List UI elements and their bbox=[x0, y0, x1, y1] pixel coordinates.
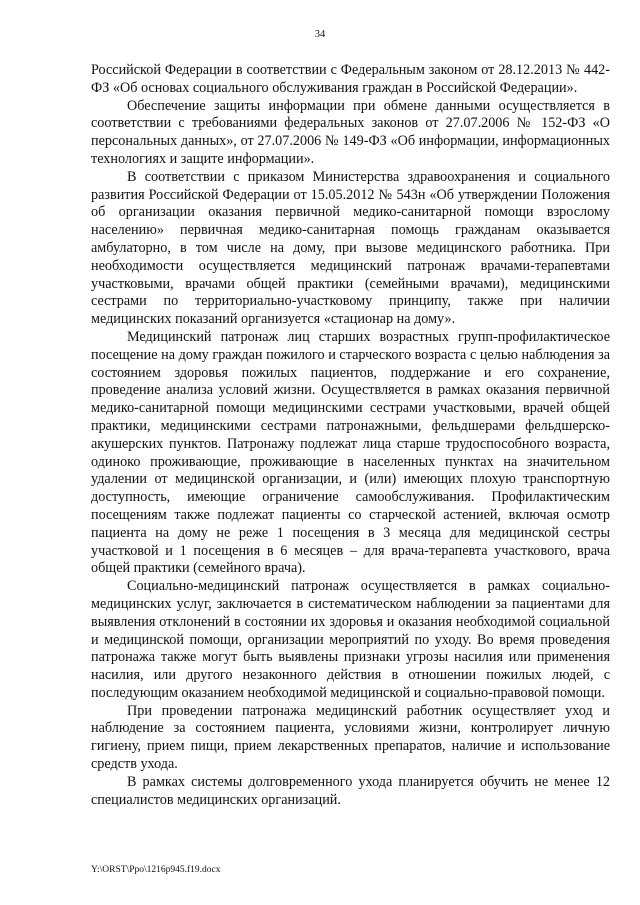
page-number: 34 bbox=[314, 29, 326, 40]
paragraph-data-protection: Обеспечение защиты информации при обмене данными осуществляется в соответствии с требованиями федеральных законов от 27.07.2006 № 152-ФЗ «О персональных данных», от 27.07.2006 № 149-ФЗ «Об информации, информационных технологиях и защите информации». bbox=[91, 97, 610, 167]
paragraph-continuation: Российской Федерации в соответствии с Федеральным законом от 28.12.2013 № 442-ФЗ «Об основах социального обслуживания граждан в Российской Федерации». bbox=[91, 62, 610, 96]
paragraph-long-term-care-training: В рамках системы долговременного ухода планируется обучить не менее 12 специалистов медицинских организаций. bbox=[91, 773, 610, 808]
paragraph-social-medical-patronage: Социально-медицинский патронаж осуществляется в рамках социально-медицинских услуг, заключается в систематическом наблюдении за пациентами для выявления отклонений в состоянии их здоровья и оказания необходимой социальной и медицинской помощи, организации мероприятий по уходу. Во время проведения патронажа также могут быть выявлены признаки угрозы насилия или применения насилия, или другого незаконного действия в отношении пожилых людей, с последующим оказанием необходимой медицинской и социально-правовой помощи. bbox=[91, 578, 610, 701]
footer-file-path: Y:\ORST\Ppo\1216p945.f19.docx bbox=[91, 865, 221, 875]
paragraph-patronage-care: При проведении патронажа медицинский работник осуществляет уход и наблюдение за состоянием пациента, условиями жизни, контролирует личную гигиену, прием пищи, прием лекарственных препаратов, наличие и использование средств ухода. bbox=[91, 702, 610, 773]
paragraph-medical-patronage: Медицинский патронаж лиц старших возрастных групп-профилактическое посещение на дому граждан пожилого и старческого возраста с целью наблюдения за состоянием здоровья пожилых пациентов, поддержание и его сохранение, проведение анализа условий жизни. Осуществляется в рамках оказания первичной медико-санитарной помощи медицинскими сестрами участковыми, врачей общей практики, медицинскими сестрами патронажными, фельдшерами фельдшерско-акушерских пунктов. Патронажу подлежат лица старше трудоспособного возраста, одиноко проживающие, проживающие в населенных пунктах на значительном удалении от медицинской организации, и (или) имеющих плохую транспортную доступность, имеющие ограничение самообслуживания. Профилактическим посещениям также подлежат пациенты со старческой астенией, включая осмотр пациента на дому не реже 1 посещения в 3 месяца для медицинской сестры участковой и 1 посещения в 6 месяцев – для врача-терапевта участкового, врача общей практики (семейного врача). bbox=[91, 328, 610, 577]
document-body bbox=[91, 62, 610, 809]
paragraph-order-543n: В соответствии с приказом Министерства здравоохранения и социального развития Российской Федерации от 15.05.2012 № 543н «Об утверждении Положения об организации оказания первичной медико-санитарной помощи взрослому населению» первичная медико-санитарная помощь гражданам оказывается амбулаторно, в том числе на дому, при вызове медицинского работника. При необходимости осуществляется медицинский патронаж врачами-терапевтами участковыми, врачами общей практики (семейными врачами), медицинскими сестрами по территориально-участковому принципу, также при наличии медицинских показаний организуется «стационар на дому». bbox=[91, 168, 610, 328]
